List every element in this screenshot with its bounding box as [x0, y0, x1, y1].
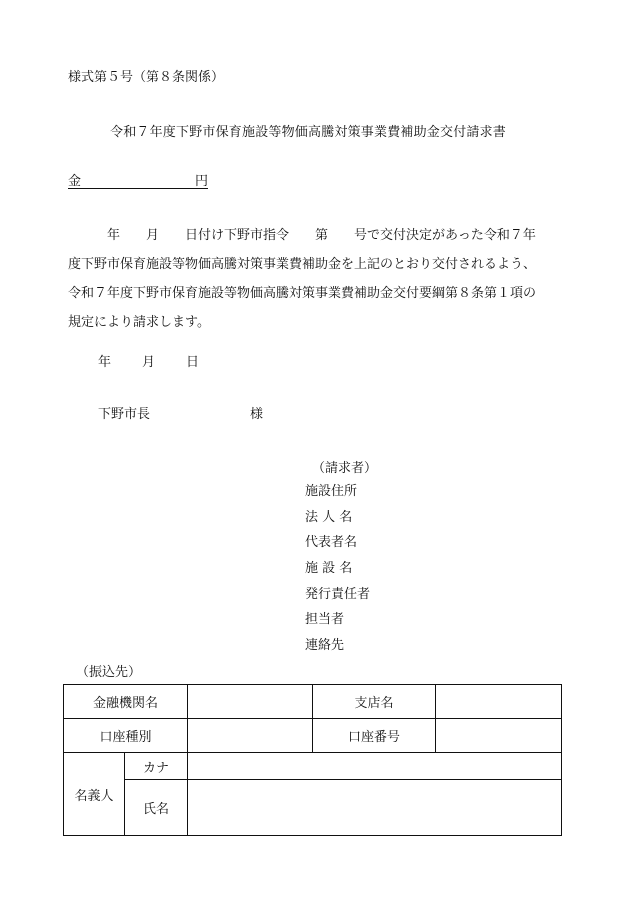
bank-heading: （振込先） — [76, 665, 142, 680]
field-facility-name[interactable]: 施 設 名 — [305, 561, 353, 577]
kana-input[interactable] — [188, 753, 562, 780]
field-issuer[interactable]: 発行責任者 — [305, 586, 371, 602]
account-type-label: 口座種別 — [64, 719, 188, 753]
request-body-text — [68, 221, 568, 337]
bank-account-table — [63, 684, 562, 836]
amount-prefix: 金 — [68, 174, 82, 189]
field-contact[interactable]: 連絡先 — [305, 638, 345, 654]
field-person-in-charge[interactable]: 担当者 — [305, 612, 345, 628]
amount-suffix: 円 — [194, 174, 208, 189]
amount-field[interactable] — [68, 170, 208, 189]
date-year-label: 年 — [98, 355, 112, 370]
body-line: 令和７年度下野市保育施設等物価高騰対策事業費補助金交付要綱第８条第１項の — [68, 286, 537, 301]
field-representative[interactable]: 代表者名 — [305, 535, 358, 551]
addressee — [98, 403, 264, 422]
form-number: 様式第５号（第８条関係） — [68, 70, 225, 85]
date-month-label: 月 — [142, 355, 156, 370]
body-line: 規定により請求します。 — [68, 315, 210, 330]
kana-label: カナ — [125, 753, 188, 780]
field-facility-address[interactable]: 施設住所 — [305, 484, 358, 499]
field-corporation-name[interactable]: 法 人 名 — [305, 509, 353, 525]
name-input[interactable] — [188, 780, 562, 836]
account-number-input[interactable] — [436, 719, 562, 753]
claimant-heading: （請求者） — [312, 461, 378, 476]
document-title: 令和７年度下野市保育施設等物価高騰対策事業費補助金交付請求書 — [110, 125, 507, 140]
request-date[interactable] — [98, 351, 199, 370]
institution-input[interactable] — [188, 685, 313, 719]
holder-label: 名義人 — [64, 753, 125, 836]
date-day-label: 日 — [186, 355, 200, 370]
body-line: 度下野市保育施設等物価高騰対策事業費補助金を上記のとおり交付されるよう、 — [68, 257, 537, 272]
body-line: 年 月 日付け下野市指令 第 号で交付決定があった令和７年 — [68, 228, 536, 243]
addressee-name: 下野市長 — [98, 407, 151, 422]
account-number-label: 口座番号 — [313, 719, 436, 753]
account-type-input[interactable] — [188, 719, 313, 753]
institution-label: 金融機関名 — [64, 685, 188, 719]
addressee-honorific: 様 — [250, 407, 264, 422]
branch-input[interactable] — [436, 685, 562, 719]
claimant-fields — [305, 483, 370, 663]
branch-label: 支店名 — [313, 685, 436, 719]
name-label: 氏名 — [125, 780, 188, 836]
